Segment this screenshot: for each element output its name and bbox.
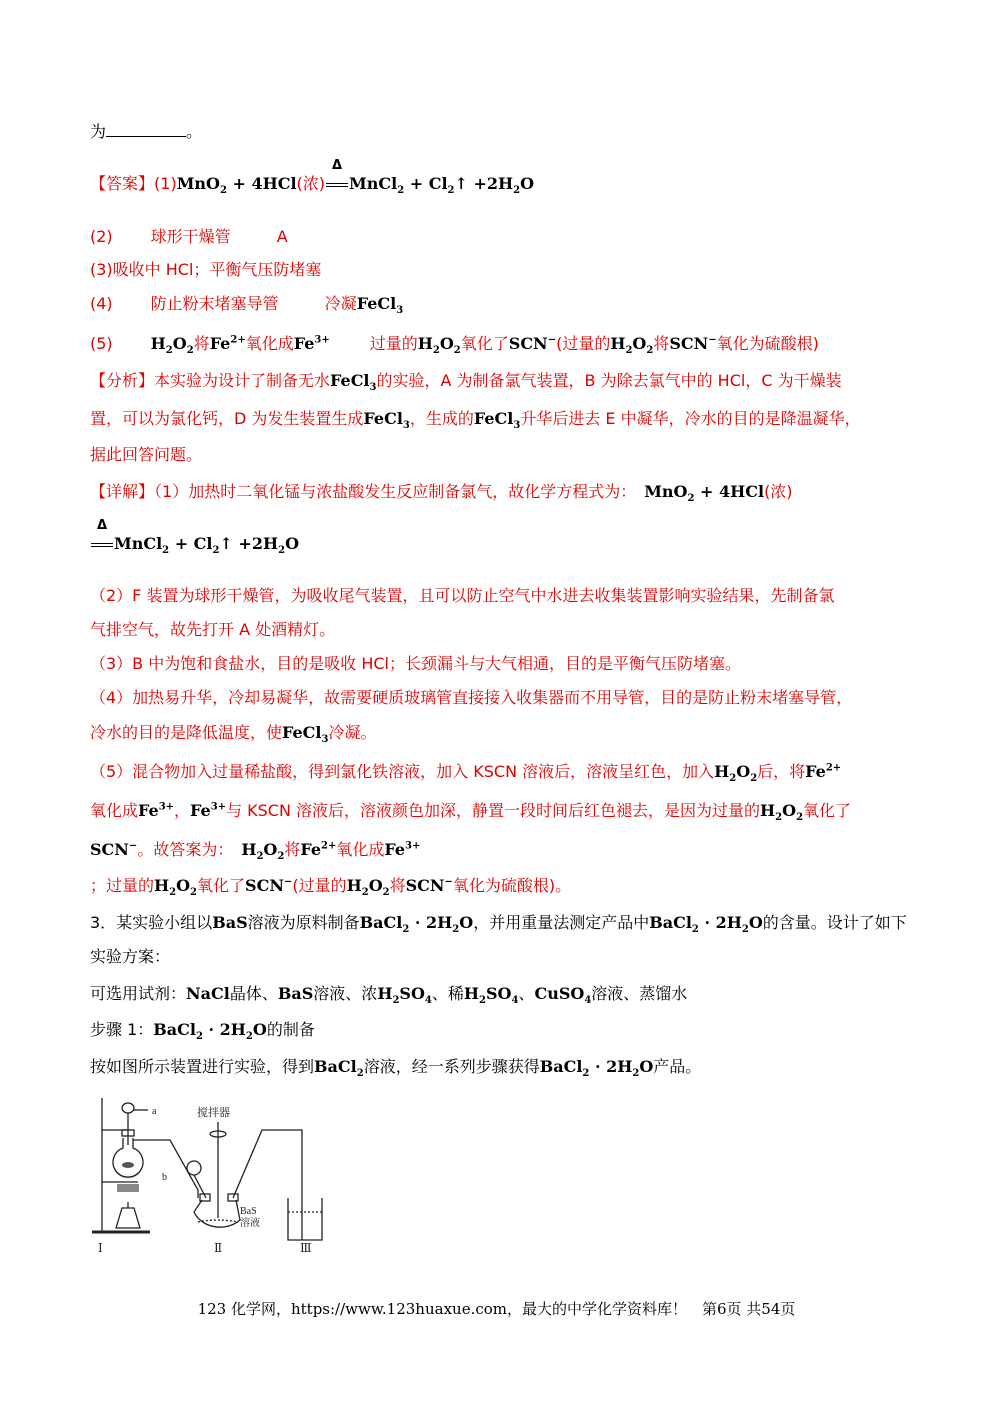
answer-2: (2) 球形干燥管 A	[90, 227, 288, 246]
detail-tag: 【详解】	[90, 482, 155, 501]
detail-2-line-2: 气排空气，故先打开 A 处酒精灯。	[90, 620, 336, 639]
label-stirrer: 搅拌器	[197, 1107, 230, 1119]
answer-3: (3)吸收中 HCl；平衡气压防堵塞	[90, 260, 322, 279]
analysis-tag: 【分析】	[90, 371, 155, 390]
answer-tag: 【答案】	[90, 174, 155, 193]
label-solution: 溶液	[240, 1218, 260, 1229]
analysis-line-2: 置，可以为氯化钙，D 为发生装置生成FeCl$_3$，生成的FeCl$_3$升华后进去 E 中凝华，冷水的目的是降温凝华，	[90, 409, 861, 432]
q3-reagents: 可选用试剂：NaCl晶体、BaS溶液、浓$H_2SO_4$、稀$H_2SO_4$、CuSO$_4$溶液、蒸馏水	[90, 984, 688, 1007]
detail-5-line-2: 氧化成$Fe^{3+}$，$Fe^{3+}$与 KSCN 溶液后，溶液颜色加深，静置一段时间后红色褪去，是因为过量的$H_2O_2$氧化了	[90, 801, 852, 824]
detail-line-1: 【详解】（1）加热时二氧化锰与浓盐酸发生反应制备氯气，故化学方程式为： MnO$_2$ + 4HCl(浓)	[90, 482, 793, 505]
q3-line-1: 3．某实验小组以BaS溶液为原料制备BaCl$_2$ · $2H_2O$，并用重量法测定产品中BaCl$_2$ · $2H_2O$的含量。设计了如下	[90, 913, 907, 936]
analysis-line-1: 【分析】本实验为设计了制备无水FeCl$_3$的实验，A 为制备氯气装置，B 为除去氯气中的 HCl，C 为干燥装	[90, 371, 842, 394]
apparatus-figure	[90, 1090, 510, 1260]
analysis-line-3: 据此回答问题。	[90, 445, 203, 464]
q3-line-2: 实验方案：	[90, 947, 171, 966]
label-I: Ⅰ	[98, 1241, 103, 1255]
label-III: Ⅲ	[300, 1241, 312, 1255]
label-b: b	[162, 1172, 167, 1183]
q3-instruction: 按如图所示装置进行实验，得到BaCl$_2$溶液，经一系列步骤获得BaCl$_2$ · $2H_2O$产品。	[90, 1057, 702, 1080]
answer-5: (5) $H_2O_2$将$Fe^{2+}$氧化成$Fe^{3+}$ 过量的$H_2O_2$氧化了SCN−(过量的$H_2O_2$将SCN−氧化为硫酸根)	[90, 334, 819, 357]
detail-5-line-4: ；过量的$H_2O_2$氧化了SCN−(过量的$H_2O_2$将SCN−氧化为硫酸根)。	[90, 876, 572, 899]
label-a: a	[152, 1106, 157, 1117]
answer-1: 【答案】(1)MnO$_2$ + 4HCl(浓) Δ MnCl$_2$ + $Cl_2↑ +2H_2O$	[90, 158, 535, 197]
detail-4-line-1: （4）加热易升华，冷却易凝华，故需要硬质玻璃管直接接入收集器而不用导管，目的是防止粉末堵塞导管，	[90, 688, 853, 707]
fill-blank-line: 为 。	[90, 122, 203, 141]
detail-5-line-3: SCN−。故答案为： $H_2O_2$将$Fe^{2+}$氧化成$Fe^{3+}$	[90, 840, 421, 863]
detail-3: （3）B 中为饱和食盐水，目的是吸收 HCl；长颈漏斗与大气相通，目的是平衡气压防堵塞。	[90, 654, 741, 673]
detail-4-line-2: 冷水的目的是降低温度，使FeCl$_3$冷凝。	[90, 723, 377, 746]
heat-arrow: Δ	[90, 532, 114, 556]
answer-4: (4) 防止粉末堵塞导管 冷凝FeCl$_3$	[90, 294, 404, 317]
heat-arrow: Δ	[325, 172, 349, 196]
detail-2-line-1: （2）F 装置为球形干燥管，为吸收尾气装置，且可以防止空气中水进去收集装置影响实验结果，先制备氯	[90, 586, 835, 605]
answer-blank	[106, 122, 186, 137]
label-II: Ⅱ	[214, 1241, 223, 1255]
q3-step-1: 步骤 1：BaCl$_2$ · $2H_2O$的制备	[90, 1020, 315, 1043]
label-bas: BaS	[240, 1206, 257, 1217]
page-footer: 123 化学网，https://www.123huaxue.com，最大的中学化学资料库！ 第6页 共54页	[197, 1300, 796, 1318]
detail-equation: Δ MnCl$_2$ + $Cl_2↑ +2H_2O$	[90, 532, 299, 556]
detail-5-line-1: （5）混合物加入过量稀盐酸，得到氯化铁溶液，加入 KSCN 溶液后，溶液呈红色，加入$H_2O_2$后，将$Fe^{2+}$	[90, 762, 842, 785]
